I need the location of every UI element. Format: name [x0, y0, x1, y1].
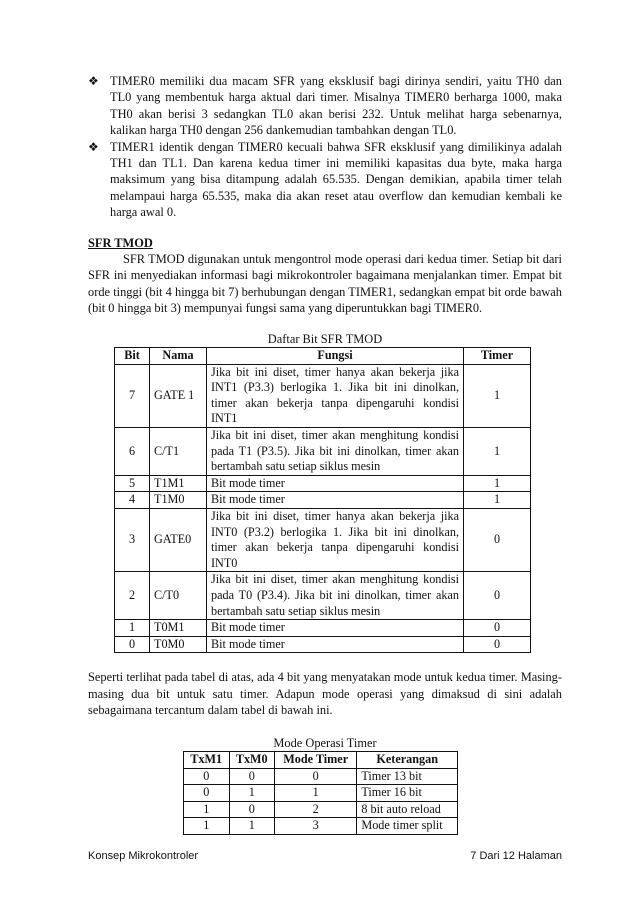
cell-timer: 1: [464, 492, 531, 509]
footer-title: Konsep Mikrokontroler: [88, 850, 199, 862]
column-header: Mode Timer: [275, 752, 357, 769]
cell-bit: 6: [115, 428, 150, 476]
cell-timer: 0: [464, 509, 531, 572]
table-row: [115, 636, 531, 653]
cell-txm1: 1: [184, 818, 230, 835]
cell-timer: 1: [464, 475, 531, 492]
column-header: Bit: [115, 348, 150, 365]
column-header: Timer: [464, 348, 531, 365]
table-row: [184, 801, 458, 818]
cell-mode: 1: [275, 785, 357, 802]
table-row: [115, 428, 531, 476]
cell-bit: 7: [115, 364, 150, 427]
cell-fungsi: Jika bit ini diset, timer hanya akan bekerja jika INT0 (P3.2) berlogika 1. Jika bit ini dinolkan, timer akan bekerja tanpa dipengaruhi kondisi INT0: [207, 509, 464, 572]
table-row: [184, 768, 458, 785]
table-row: [115, 509, 531, 572]
column-header: TxM1: [184, 752, 230, 769]
cell-txm0: 0: [229, 801, 275, 818]
cell-txm0: 0: [229, 768, 275, 785]
cell-nama: GATE 1: [150, 364, 207, 427]
table-header-row: [115, 348, 531, 365]
timer-mode-table: [183, 751, 458, 835]
page-footer: [88, 850, 562, 862]
cell-nama: GATE0: [150, 509, 207, 572]
cell-nama: T0M1: [150, 620, 207, 637]
table-header-row: [184, 752, 458, 769]
cell-nama: C/T1: [150, 428, 207, 476]
bullet-item: [88, 73, 562, 139]
tmod-bit-table: [114, 347, 531, 653]
cell-fungsi: Bit mode timer: [207, 475, 464, 492]
document-page: [88, 73, 562, 835]
explanation-paragraph: Seperti terlihat pada tabel di atas, ada 4 bit yang menyatakan mode untuk kedua timer. Masing- masing dua bit untuk satu timer. Adapun mode operasi yang dimaksud di sini adalah sebagaimana tercantum dalam tabel di bawah ini.: [88, 670, 562, 718]
cell-txm1: 1: [184, 801, 230, 818]
cell-bit: 3: [115, 509, 150, 572]
cell-fungsi: Bit mode timer: [207, 620, 464, 637]
cell-bit: 0: [115, 636, 150, 653]
cell-fungsi: Jika bit ini diset, timer hanya akan bekerja jika INT1 (P3.3) berlogika 1. Jika bit ini dinolkan, timer akan bekerja tanpa dipengaruhi kondisi INT1: [207, 364, 464, 427]
cell-txm1: 0: [184, 785, 230, 802]
cell-timer: 1: [464, 364, 531, 427]
bullet-text: TIMER0 memiliki dua macam SFR yang eksklusif bagi dirinya sendiri, yaitu TH0 dan TL0 yang membentuk harga aktual dari timer. Misalnya TIMER0 berharga 1000, maka TH0 akan berisi 3 sedangkan TL0 akan berisi 232. Untuk melihat harga sebenarnya, kalikan harga TH0 dengan 256 dankemudian tambahkan dengan TL0.: [110, 74, 562, 138]
cell-nama: T1M0: [150, 492, 207, 509]
bullet-list: [88, 73, 562, 221]
cell-txm0: 1: [229, 785, 275, 802]
diamond-bullet-icon: ❖: [88, 74, 99, 88]
column-header: Fungsi: [207, 348, 464, 365]
cell-fungsi: Jika bit ini diset, timer akan menghitung kondisi pada T1 (P3.5). Jika bit ini dinolkan, timer akan bertambah satu setiap siklus mesin: [207, 428, 464, 476]
column-header: Keterangan: [357, 752, 458, 769]
cell-mode: 3: [275, 818, 357, 835]
cell-nama: T0M0: [150, 636, 207, 653]
cell-timer: 0: [464, 572, 531, 620]
cell-keterangan: Mode timer split: [357, 818, 458, 835]
cell-mode: 0: [275, 768, 357, 785]
cell-fungsi: Jika bit ini diset, timer akan menghitung kondisi pada T0 (P3.4). Jika bit ini dinolkan, timer akan bertambah satu setiap siklus mesin: [207, 572, 464, 620]
cell-keterangan: Timer 13 bit: [357, 768, 458, 785]
cell-mode: 2: [275, 801, 357, 818]
cell-txm0: 1: [229, 818, 275, 835]
cell-timer: 1: [464, 428, 531, 476]
cell-timer: 0: [464, 620, 531, 637]
page-number: 7 Dari 12 Halaman: [470, 850, 562, 862]
table2-caption: Mode Operasi Timer: [273, 735, 377, 750]
table-row: [184, 818, 458, 835]
cell-bit: 5: [115, 475, 150, 492]
cell-bit: 4: [115, 492, 150, 509]
section-heading: SFR TMOD: [88, 235, 153, 250]
table1-caption: Daftar Bit SFR TMOD: [267, 331, 383, 346]
column-header: TxM0: [229, 752, 275, 769]
cell-keterangan: Timer 16 bit: [357, 785, 458, 802]
cell-keterangan: 8 bit auto reload: [357, 801, 458, 818]
bullet-item: [88, 139, 562, 221]
table-row: [115, 492, 531, 509]
cell-fungsi: Bit mode timer: [207, 492, 464, 509]
table-row: [115, 572, 531, 620]
table-row: [184, 785, 458, 802]
column-header: Nama: [150, 348, 207, 365]
cell-nama: C/T0: [150, 572, 207, 620]
cell-fungsi: Bit mode timer: [207, 636, 464, 653]
table-row: [115, 475, 531, 492]
table-row: [115, 620, 531, 637]
cell-bit: 1: [115, 620, 150, 637]
cell-nama: T1M1: [150, 475, 207, 492]
cell-bit: 2: [115, 572, 150, 620]
cell-txm1: 0: [184, 768, 230, 785]
cell-timer: 0: [464, 636, 531, 653]
section-paragraph: SFR TMOD digunakan untuk mengontrol mode operasi dari kedua timer. Setiap bit dari SFR ini menyediakan informasi bagi mikrokontroler bagaimana menjalankan timer. Empat bit orde tinggi (bit 4 hingga bit 7) berhubungan dengan TIMER1, sedangkan empat bit orde bawah (bit 0 hingga bit 3) mempunyai fungsi sama yang diperuntukkan bagi TIMER0.: [88, 252, 562, 316]
diamond-bullet-icon: ❖: [88, 139, 99, 154]
table-row: [115, 364, 531, 427]
bullet-text: TIMER1 identik dengan TIMER0 kecuali bahwa SFR eksklusif yang dimilikinya adalah TH1 dan TL1. Dan karena kedua timer ini memiliki kapasitas dua byte, maka harga maksimum yang bisa ditampung adalah 65.535. Dengan demikian, apabila timer telah melampaui harga 65.535, maka dia akan reset atau overflow dan kemudian kembali ke harga awal 0.: [110, 139, 562, 220]
